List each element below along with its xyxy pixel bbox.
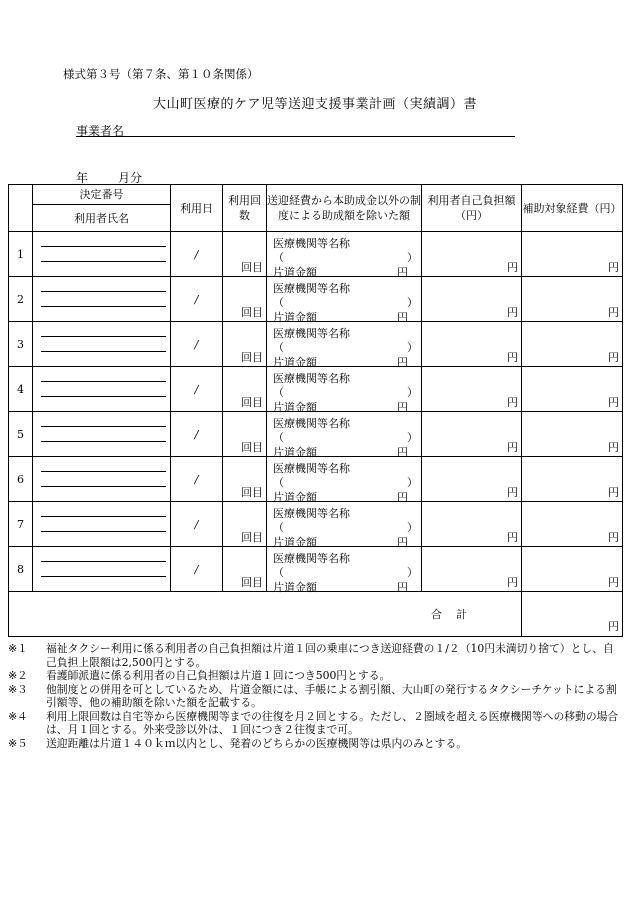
decision-user-field[interactable] — [33, 412, 171, 457]
row-number: 8 — [9, 547, 33, 592]
note-item: ※４ 利用上限回数は自宅等から医療機関等までの往復を月２回とする。ただし、２圏域を超える医療機関等への移動の場合は、月１回とする。外来受診以外は、１回につき２往復まで可。 — [8, 709, 619, 736]
row-number: 5 — [9, 412, 33, 457]
use-count-field[interactable]: 回目 — [223, 322, 267, 367]
self-burden-field[interactable]: 円 — [422, 502, 522, 547]
use-count-field[interactable]: 回目 — [223, 457, 267, 502]
medical-facility-field[interactable]: 医療機関等名称 （ ） 片道金額 円 — [267, 547, 422, 592]
decision-user-field[interactable] — [33, 277, 171, 322]
decision-user-field[interactable] — [33, 457, 171, 502]
medical-facility-field[interactable]: 医療機関等名称 （ ） 片道金額 円 — [267, 457, 422, 502]
use-date-field[interactable]: / — [171, 412, 223, 457]
table-row — [9, 232, 623, 277]
medical-facility-field[interactable]: 医療機関等名称 （ ） 片道金額 円 — [267, 322, 422, 367]
use-count-field[interactable]: 回目 — [223, 367, 267, 412]
note-item: ※３ 他制度との併用を可としているため、片道金額には、手帳による割引額、大山町の発行するタクシーチケットによる割引額等、他の補助額を除いた額を記載する。 — [8, 682, 617, 709]
header-self-burden: 利用者自己負担額（円） — [422, 185, 522, 232]
decision-user-field[interactable] — [33, 547, 171, 592]
row-number: 2 — [9, 277, 33, 322]
eligible-cost-field[interactable]: 円 — [522, 547, 623, 592]
decision-user-field[interactable] — [33, 322, 171, 367]
use-count-field[interactable]: 回目 — [223, 412, 267, 457]
medical-facility-field[interactable]: 医療機関等名称 （ ） 片道金額 円 — [267, 367, 422, 412]
header-decision-no: 決定番号 — [33, 185, 171, 205]
year-month-label: 年 月分 — [76, 171, 143, 185]
self-burden-field[interactable]: 円 — [422, 547, 522, 592]
use-date-field[interactable]: / — [171, 367, 223, 412]
table-row — [9, 322, 623, 367]
medical-facility-field[interactable]: 医療機関等名称 （ ） 片道金額 円 — [267, 232, 422, 277]
note-item: ※５ 送迎距離は片道１４０ｋｍ以内とし、発着のどちらかの医療機関等は県内のみとする。 — [8, 736, 468, 750]
header-subsidy: 送迎経費から本助成金以外の制度による助成額を除いた額 — [267, 185, 422, 232]
row-number: 7 — [9, 502, 33, 547]
table-row — [9, 367, 623, 412]
table-row — [9, 502, 623, 547]
use-date-field[interactable]: / — [171, 322, 223, 367]
eligible-cost-field[interactable]: 円 — [522, 502, 623, 547]
form-number: 様式第３号（第７条、第１０条関係） — [63, 67, 259, 81]
header-use-count: 利用回数 — [223, 185, 267, 232]
note-item: ※１ 福祉タクシー利用に係る利用者の自己負担額は片道１回の乗車につき送迎経費の１/２（10円未満切り捨て）とし、自己負担上限額は2,500円とする。 — [8, 642, 614, 669]
self-burden-field[interactable]: 円 — [422, 412, 522, 457]
eligible-cost-field[interactable]: 円 — [522, 322, 623, 367]
business-name-label: 事業者名 — [76, 124, 125, 138]
use-count-field[interactable]: 回目 — [223, 502, 267, 547]
total-field[interactable]: 円 — [522, 592, 623, 637]
medical-facility-field[interactable]: 医療機関等名称 （ ） 片道金額 円 — [267, 412, 422, 457]
document-title: 大山町医療的ケア児等送迎支援事業計画（実績調）書 — [152, 97, 477, 112]
note-item: ※２ 看護師派遣に係る利用者の自己負担額は片道１回につき500円とする。 — [8, 669, 391, 682]
use-date-field[interactable]: / — [171, 277, 223, 322]
row-number: 3 — [9, 322, 33, 367]
header-user-name: 利用者氏名 — [33, 205, 171, 232]
business-name-field[interactable] — [76, 136, 515, 137]
eligible-cost-field[interactable]: 円 — [522, 277, 623, 322]
header-use-date: 利用日 — [171, 185, 223, 232]
table-row — [9, 457, 623, 502]
use-date-field[interactable]: / — [171, 457, 223, 502]
header-index — [9, 185, 33, 232]
total-label: 合計 — [9, 592, 522, 637]
medical-facility-field[interactable]: 医療機関等名称 （ ） 片道金額 円 — [267, 277, 422, 322]
use-date-field[interactable]: / — [171, 547, 223, 592]
self-burden-field[interactable]: 円 — [422, 322, 522, 367]
use-date-field[interactable]: / — [171, 502, 223, 547]
self-burden-field[interactable]: 円 — [422, 232, 522, 277]
medical-facility-field[interactable]: 医療機関等名称 （ ） 片道金額 円 — [267, 502, 422, 547]
table-row — [9, 412, 623, 457]
decision-user-field[interactable] — [33, 367, 171, 412]
self-burden-field[interactable]: 円 — [422, 367, 522, 412]
decision-user-field[interactable] — [33, 502, 171, 547]
eligible-cost-field[interactable]: 円 — [522, 457, 623, 502]
row-number: 4 — [9, 367, 33, 412]
use-date-field[interactable]: / — [171, 232, 223, 277]
eligible-cost-field[interactable]: 円 — [522, 412, 623, 457]
self-burden-field[interactable]: 円 — [422, 457, 522, 502]
self-burden-field[interactable]: 円 — [422, 277, 522, 322]
eligible-cost-field[interactable]: 円 — [522, 232, 623, 277]
plan-table — [8, 184, 623, 637]
row-number: 6 — [9, 457, 33, 502]
use-count-field[interactable]: 回目 — [223, 277, 267, 322]
total-row — [9, 592, 623, 637]
notes-section — [8, 642, 624, 750]
use-count-field[interactable]: 回目 — [223, 547, 267, 592]
eligible-cost-field[interactable]: 円 — [522, 367, 623, 412]
decision-user-field[interactable] — [33, 232, 171, 277]
table-row — [9, 277, 623, 322]
use-count-field[interactable]: 回目 — [223, 232, 267, 277]
row-number: 1 — [9, 232, 33, 277]
header-eligible-cost: 補助対象経費（円） — [522, 185, 623, 232]
table-row — [9, 547, 623, 592]
